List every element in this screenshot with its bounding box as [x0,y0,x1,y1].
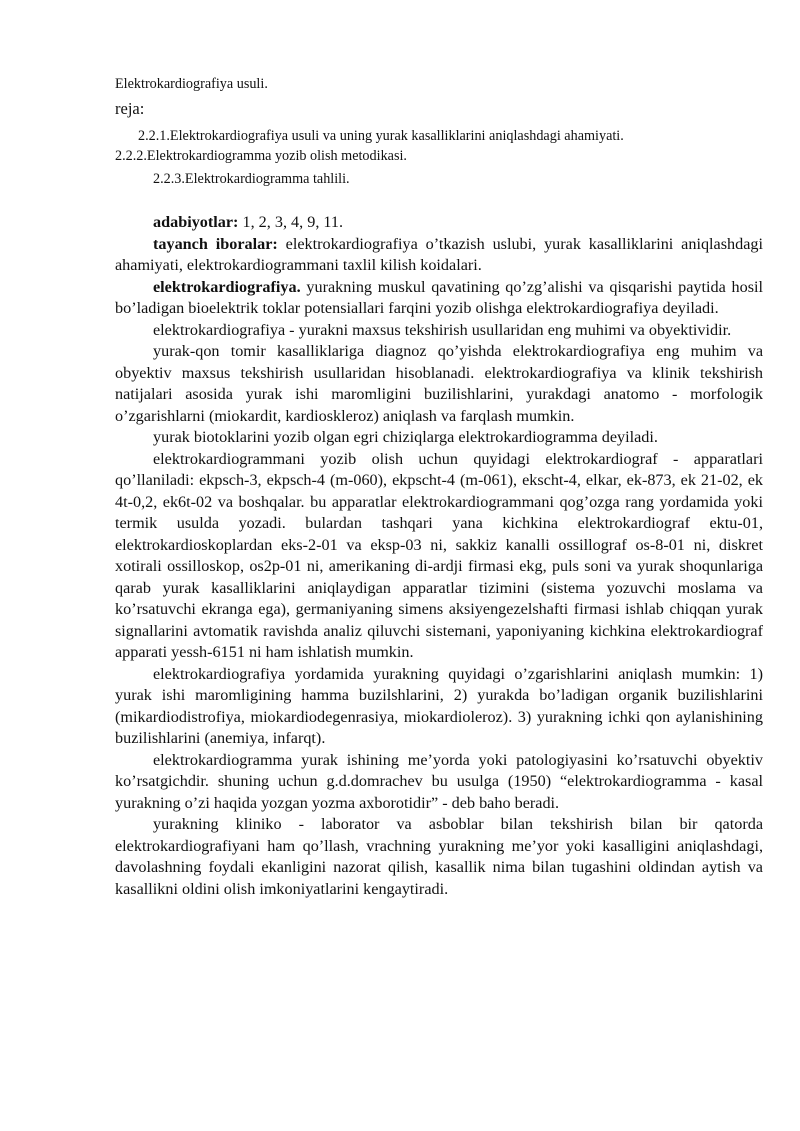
adabiyotlar-label: adabiyotlar: [153,213,239,231]
definition-text: yurakning muskul qavatining qo’zg’alishi va qisqarishi paytida hosil bo’ladigan bioelektrik toklar potensiallari farqini yozib olishga elektrokardiografiya deyiladi. [115,277,763,317]
document-body [115,212,763,900]
definition-paragraph [115,277,763,320]
plan-item-3: 2.2.3.Elektrokardiogramma tahlili. [153,171,350,187]
tayanch-text: elektrokardiografiya o’tkazish uslubi, yurak kasalliklarini aniqlashdagi ahamiyati, elektrokardiogrammani taxlil kilish koidalari. [115,234,763,274]
paragraph: elektrokardiogrammani yozib olish uchun quyidagi elektrokardiograf - apparatlari qo’llaniladi: ekpsch-3, ekpsch-4 (m-060), ekpscht-4 (m-061), ekscht-4, elkar, ek-873, ek 21-02, ek 4t-0,2, ek6t-02 va boshqalar. bu apparatlar elektrokardiogrammani qog’ozga rang yordamida yoki termik usulda yozadi. bulardan tashqari yana kichkina elektrokardiograf ektu-01, elektrokardioskoplardan eks-2-01 va eksp-03 ni, sakkiz kanalli ossillograf os-8-01 ni, diskret xotirali ossilloskop, os2p-01 ni, amerikaning di-ardji firmasi ekg, puls soni va yurak shoqunlariga qarab yurak kasalliklarini aniqlaydigan apparatlar tizimini (sistema yozuvchi moslama va ko’rsatuvchi ekranga ega), germaniyaning simens aksiyengezelshafti firmasi ishlab chiqqan yurak signallarini avtomatik ravishda analiz qiluvchi sistemani, yaponiyaning kichkina elektrokardiograf apparati yessh-6151 ni ham ishlatish mumkin. [115,449,763,661]
document-title: Elektrokardiografiya usuli. [115,76,268,92]
adabiyotlar-paragraph [115,212,763,234]
adabiyotlar-text: 1, 2, 3, 4, 9, 11. [238,213,344,231]
tayanch-label: tayanch iboralar: [153,234,278,253]
paragraph: yurak biotoklarini yozib olgan egri chiziqlarga elektrokardiogramma deyiladi. [153,428,658,446]
reja-label: reja: [115,99,145,118]
paragraph: elektrokardiografiya yordamida yurakning quyidagi o’zgarishlarini aniqlash mumkin: 1) yurak ishi maromligining hamma buzilshlarini, 2) yurakda bo’ladigan organik buzilishlarini (mikardiodistrofiya, miokardiodegenrasiya, miokardioleroz). 3) yurakning ichki qon aylanishining buzilishlarini (anemiya, infarqt). [115,664,763,747]
paragraph: elektrokardiogramma yurak ishining me’yorda yoki patologiyasini ko’rsatuvchi obyektiv ko’rsatgichdir. shuning uchun g.d.domrachev bu usulga (1950) “elektrokardiogramma - kasal yurakning o’zi haqida yozgan yozma axborotidir” - deb baho beradi. [115,750,763,812]
paragraph: elektrokardiografiya - yurakni maxsus tekshirish usullaridan eng muhimi va obyektividir. [153,320,732,339]
paragraph: yurakning kliniko - laborator va asboblar bilan tekshirish bilan bir qatorda elektrokardiografiyani ham qo’llash, vrachning yurakning me’yor yoki kasalligini aniqlashdagi, davolashning foydali ekanligini nazorat qilish, kasallik nima bilan tugashini oldindan aytish va kasallikni oldini olish imkoniyatlarini kengaytiradi. [115,815,763,898]
plan-item-1: 2.2.1.Elektrokardiografiya usuli va uning yurak kasalliklarini aniqlashdagi ahamiyati. [138,128,624,144]
definition-label: elektrokardiografiya. [153,277,301,296]
paragraph: yurak-qon tomir kasalliklariga diagnoz qo’yishda elektrokardiografiya eng muhim va obyektiv maxsus tekshirish usullaridan hisoblanadi. elektrokardiografiya va klinik tekshirish natijalari asosida yurak ishi maromligini buzilishlarini, yurakdagi anatomo - morfologik o’zgarishlarni (miokardit, kardioskleroz) aniqlash va farqlash mumkin. [115,342,763,425]
tayanch-paragraph [115,234,763,277]
plan-item-2: 2.2.2.Elektrokardiogramma yozib olish metodikasi. [115,148,407,164]
document-page [115,74,763,900]
